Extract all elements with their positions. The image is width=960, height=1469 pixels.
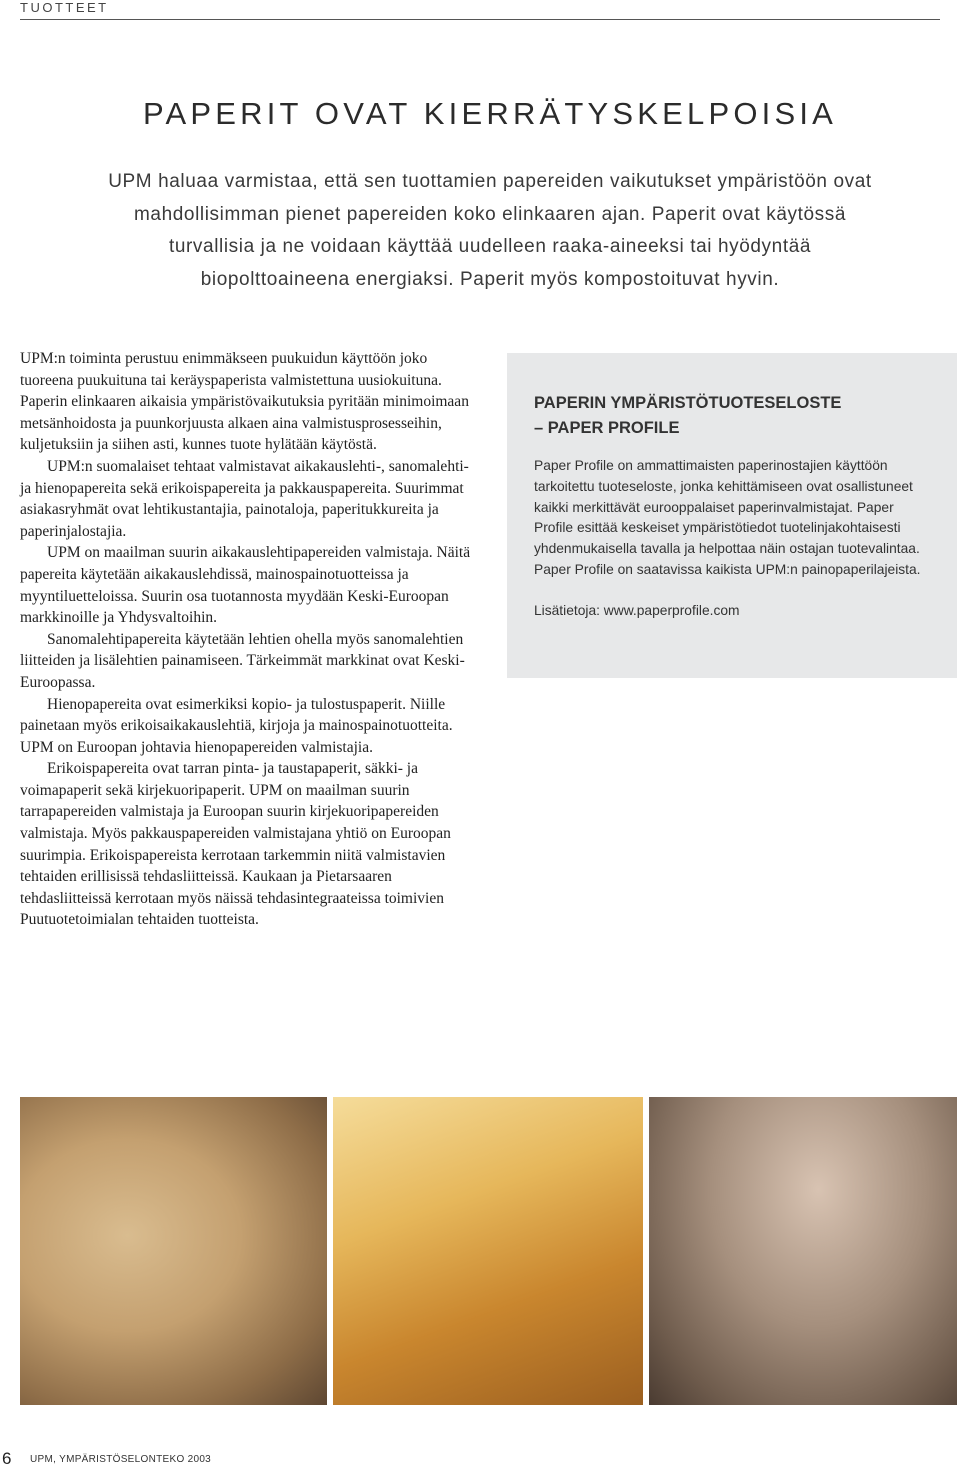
- body-paragraph: UPM on maailman suurin aikakauslehtipapereiden valmistaja. Näitä papereita käytetään aikakauslehdissä, mainospainotuotteissa ja myyntiluetteloissa. Suurin osa tuotannosta myydään Keski-Euroopan markkinoille ja Yhdysvaltoihin.: [20, 544, 471, 627]
- body-paragraph: Sanomalehtipapereita käytetään lehtien ohella myös sanomalehtien liitteiden ja lisälehtien painamiseen. Tärkeimmät markkinat ovat Keski-Euroopassa.: [20, 630, 465, 691]
- page-title: PAPERIT OVAT KIERRÄTYSKELPOISIA: [142, 96, 838, 131]
- lead-line: turvallisia ja ne voidaan käyttää uudelleen raaka-aineeksi tai hyödyntää: [168, 236, 812, 257]
- footer-publication: UPM, YMPÄRISTÖSELONTEKO 2003: [30, 1454, 212, 1465]
- lead-paragraph: [100, 166, 880, 296]
- yellow-pages-book-photo: [333, 1097, 643, 1405]
- paper-profile-info-box: [507, 353, 957, 678]
- info-box-heading-line: PAPERIN YMPÄRISTÖTUOTESELOSTE: [534, 394, 842, 412]
- body-paragraph: UPM:n suomalaiset tehtaat valmistavat aikakauslehti-, sanomalehti- ja hienopapereita sekä erikoispapereita ja pakkauspapereita. Suurimmat asiakasryhmät ovat lehtikustantajia, painotaloja, paperitukkureita ja paperinjalostajia.: [20, 457, 469, 540]
- magazine-reader-photo: [649, 1097, 957, 1405]
- lead-line: UPM haluaa varmistaa, että sen tuottamien papereiden vaikutukset ympäristöön ovat: [108, 171, 872, 192]
- info-box-heading: [534, 391, 931, 441]
- info-box-text: Paper Profile on ammattimaisten paperinostajien käyttöön tarkoitettu tuoteseloste, jonka kehittämiseen ovat osallistuneet kaikki merkittävät eurooppalaiset paperinvalmistajat. Paper Profile esittää keskeiset ympäristötiedot tuotelinjakohtaisesti yhdenmukaisella tavalla ja helpottaa näin ostajan tuotevalintaa. Paper Profile on saatavissa kaikista UPM:n painopaperilajeista.: [534, 458, 921, 577]
- body-paragraph: UPM:n toiminta perustuu enimmäkseen puukuidun käyttöön joko tuoreena puukuituna tai keräyspaperista valmistettuna uusiokuituna. Paperin elinkaaren aikaisia ympäristövaikutuksia pyritään minimoimaan metsänhoidosta ja puunkorjuusta alkaen aina valmistusprosesseihin, kuljetuksiin ja siihen asti, kunnes tuote hylätään käytöstä.: [20, 350, 469, 454]
- body-paragraph: Erikoispapereita ovat tarran pinta- ja taustapaperit, säkki- ja voimapaperit sekä kirjekuoripaperit. UPM on maailman suurin tarrapapereiden valmistaja ja Euroopan suurin kirjekuoripapereiden valmistaja. Myös pakkauspapereiden valmistajana yhtiö on Euroopan suurimpia. Erikoispapereista kerrotaan tarkemmin niitä valmistavien tehtaiden erillisissä tehdasliitteissä. Kaukaan ja Pietarsaaren tehdasliitteissä kerrotaan myös näissä tehdasintegraateissa toimivien Puutuotetoimialan tehtaiden tuotteista.: [20, 760, 451, 929]
- lead-line: mahdollisimman pienet papereiden koko elinkaaren ajan. Paperit ovat käytössä: [133, 203, 847, 225]
- header-divider: [20, 19, 940, 20]
- lead-line: biopolttoaineena energiaksi. Paperit myös kompostoituvat hyvin.: [200, 268, 780, 290]
- info-box-heading-line: – PAPER PROFILE: [534, 419, 680, 437]
- body-paragraph: Hienopapereita ovat esimerkiksi kopio- ja tulostuspaperit. Niille painetaan myös erikoisaikakauslehtiä, kirjoja ja mainospainotuotteita. UPM on Euroopan johtavia hienopapereiden valmistajia.: [20, 695, 453, 756]
- body-text-column: [20, 348, 472, 931]
- page-number: 6: [2, 1449, 12, 1468]
- section-label: TUOTTEET: [20, 0, 109, 15]
- info-box-more-link: Lisätietoja: www.paperprofile.com: [534, 602, 740, 618]
- newspaper-reader-photo: [20, 1097, 327, 1405]
